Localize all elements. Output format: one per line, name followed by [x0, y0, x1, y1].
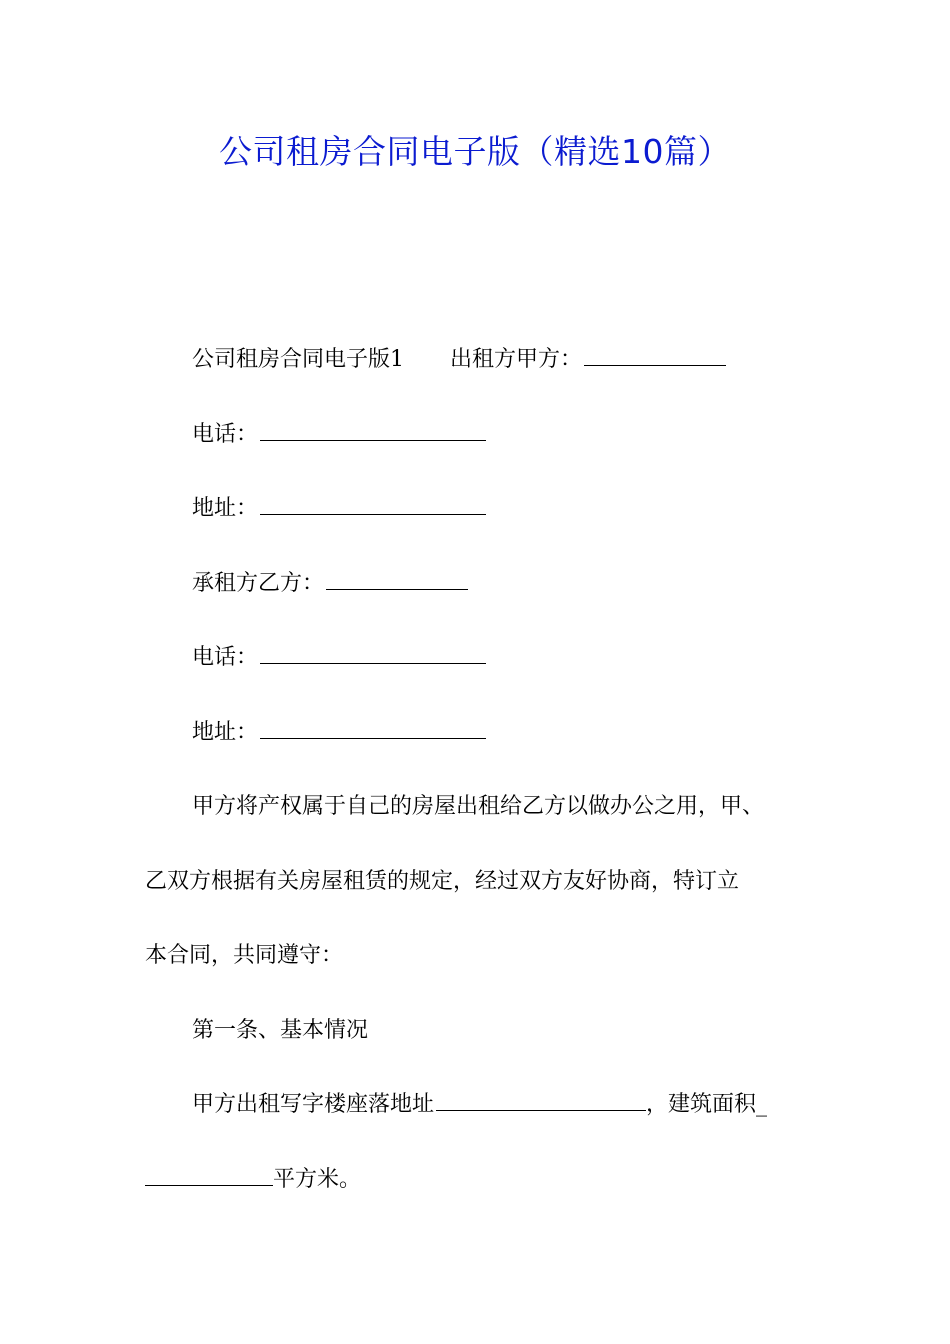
- address-blank: [260, 716, 486, 739]
- building-area-label: ，建筑面积_: [646, 1092, 768, 1117]
- lessor-phone-line: [192, 418, 486, 452]
- lessor-label: 出租方甲方：: [450, 347, 583, 372]
- lessee-label: 承租方乙方：: [192, 571, 325, 596]
- phone-blank: [260, 418, 486, 441]
- phone-blank: [260, 641, 486, 664]
- paragraph-line: 甲方将产权属于自己的房屋出租给乙方以做办公之用，甲、: [192, 794, 765, 819]
- lessee-phone-line: [192, 641, 486, 675]
- property-address-line: [192, 1088, 767, 1122]
- section-heading: 第一条、基本情况: [192, 1018, 369, 1043]
- address-blank: [260, 492, 486, 515]
- paragraph-line: 本合同，共同遵守：: [145, 943, 344, 968]
- contract-heading-line: [192, 343, 726, 377]
- lessor-blank: [584, 343, 726, 366]
- lessor-address-line: [192, 492, 486, 526]
- paragraph-line: 乙双方根据有关房屋租赁的规定，经过双方友好协商，特订立: [145, 869, 740, 894]
- phone-label: 电话：: [192, 645, 259, 670]
- phone-label: 电话：: [192, 422, 259, 447]
- contract-number-label: 公司租房合同电子版1: [192, 347, 404, 372]
- address-label: 地址：: [192, 496, 259, 521]
- lessee-line: [192, 567, 468, 601]
- address-label: 地址：: [192, 720, 259, 745]
- lessee-address-line: [192, 716, 486, 750]
- area-blank: [145, 1163, 273, 1186]
- lessee-blank: [326, 567, 468, 590]
- property-address-label: 甲方出租写字楼座落地址: [192, 1092, 435, 1117]
- area-line: [145, 1163, 361, 1197]
- document-title: 公司租房合同电子版（精选10篇）: [219, 132, 731, 171]
- property-address-blank: [436, 1088, 646, 1111]
- area-unit-label: 平方米。: [273, 1167, 362, 1192]
